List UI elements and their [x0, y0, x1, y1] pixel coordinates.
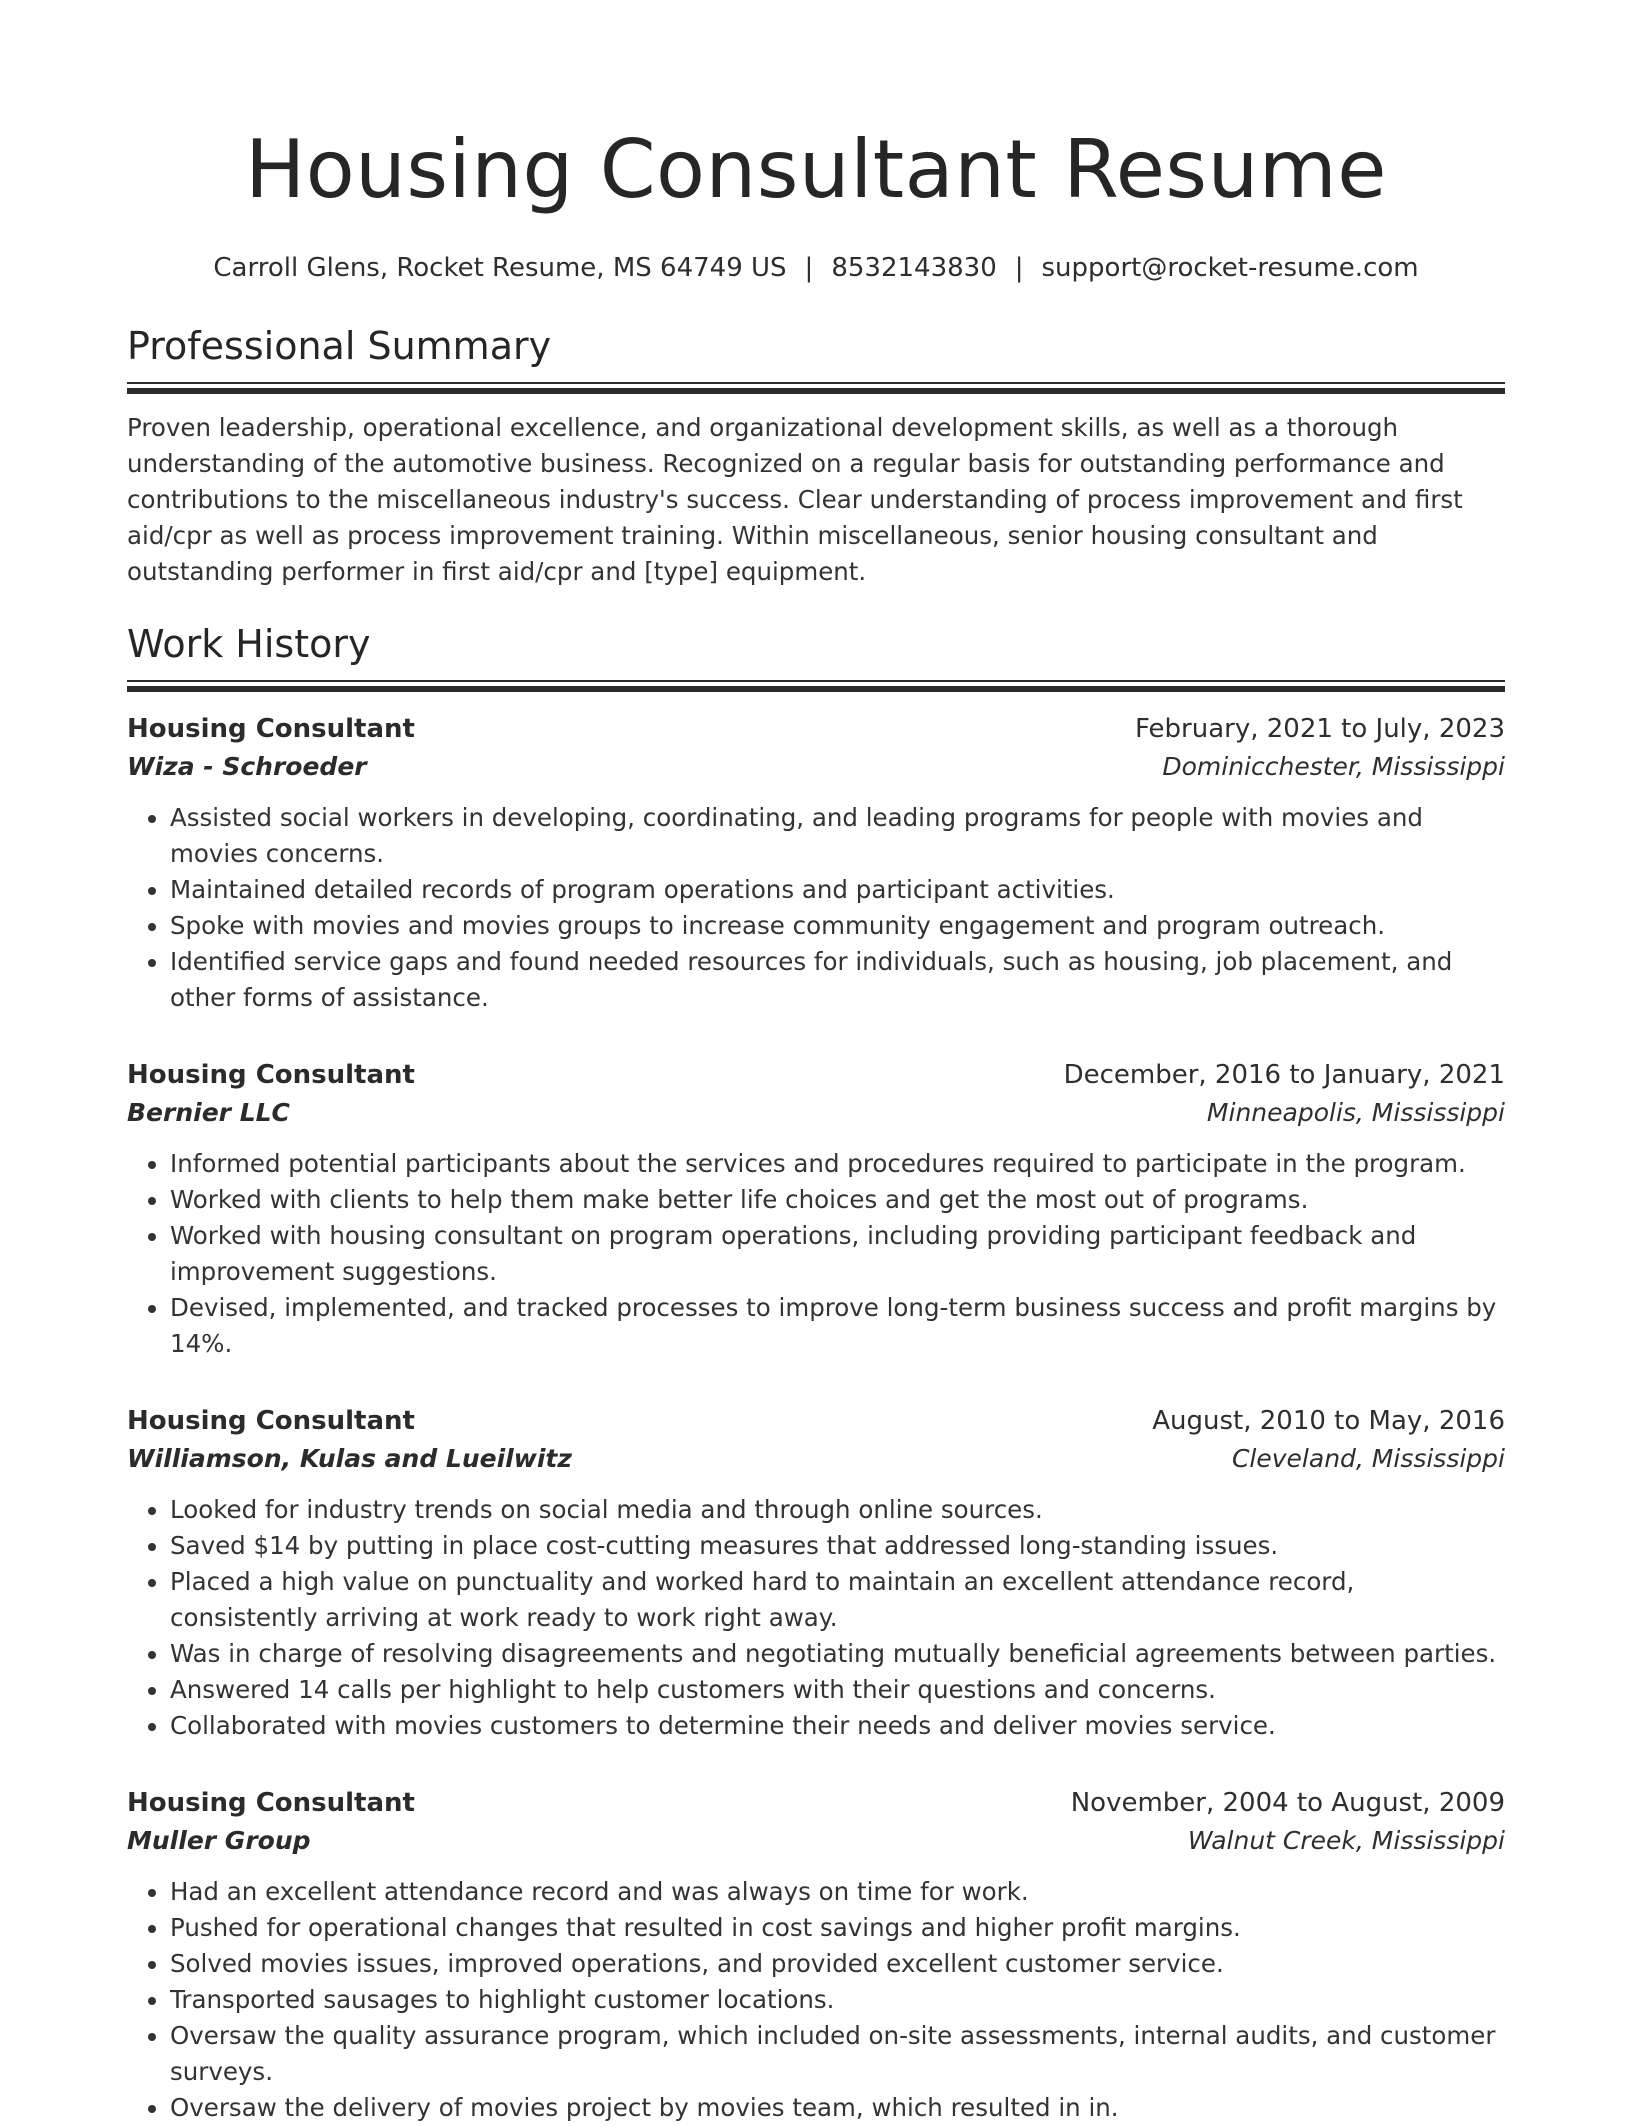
job-entry [127, 1402, 1505, 1744]
job-bullet-item: • Solved movies issues, improved operations, and provided excellent customer service. [170, 1946, 1505, 1982]
job-company: Williamson, Kulas and Lueilwitz [127, 1444, 572, 1473]
job-header-row [127, 710, 1505, 748]
job-bullets [127, 800, 1505, 1016]
job-location: Walnut Creek, Mississippi [1187, 1826, 1505, 1855]
job-bullets [127, 1146, 1505, 1362]
section-title-summary: Professional Summary [127, 324, 552, 368]
job-bullet-item: • Transported sausages to highlight customer locations. [170, 1982, 1505, 2018]
contact-phone: 8532143830 [831, 253, 997, 283]
job-company: Wiza - Schroeder [127, 752, 367, 781]
job-dates: December, 2016 to January, 2021 [1063, 1060, 1505, 1090]
job-entry [127, 710, 1505, 1016]
section-divider [127, 680, 1505, 692]
job-subheader-row [127, 1094, 1505, 1132]
job-location: Cleveland, Mississippi [1231, 1444, 1505, 1473]
job-subheader-row [127, 748, 1505, 786]
work-history-section [127, 620, 1505, 2126]
job-header-row [127, 1056, 1505, 1094]
section-divider [127, 382, 1505, 394]
job-company: Bernier LLC [127, 1098, 290, 1127]
job-bullet-item: • Saved $14 by putting in place cost-cutting measures that addressed long-standing issues. [170, 1528, 1505, 1564]
contact-separator: | [804, 253, 814, 283]
job-bullet-item: • Assisted social workers in developing, coordinating, and leading programs for people with movies and movies concerns. [170, 800, 1505, 872]
job-title: Housing Consultant [127, 714, 415, 744]
job-subheader-row [127, 1440, 1505, 1478]
job-bullet-item: • Had an excellent attendance record and was always on time for work. [170, 1874, 1505, 1910]
job-bullet-item: • Spoke with movies and movies groups to increase community engagement and program outreach. [170, 908, 1505, 944]
section-title-work-history: Work History [127, 622, 371, 666]
job-subheader-row [127, 1822, 1505, 1860]
job-header-row [127, 1784, 1505, 1822]
job-bullet-item: • Pushed for operational changes that resulted in cost savings and higher profit margins. [170, 1910, 1505, 1946]
job-bullet-item: • Informed potential participants about the services and procedures required to participate in the program. [170, 1146, 1505, 1182]
job-location: Minneapolis, Mississippi [1206, 1098, 1505, 1127]
job-bullet-item: • Worked with housing consultant on program operations, including providing participant feedback and improvement suggestions. [170, 1218, 1505, 1290]
job-bullet-item: • Oversaw the quality assurance program, which included on-site assessments, internal audits, and customer surveys. [170, 2018, 1505, 2090]
job-header-row [127, 1402, 1505, 1440]
job-dates: November, 2004 to August, 2009 [1070, 1788, 1505, 1818]
job-dates: February, 2021 to July, 2023 [1135, 714, 1505, 744]
contact-line [127, 250, 1505, 286]
job-title: Housing Consultant [127, 1060, 415, 1090]
job-bullet-item: • Placed a high value on punctuality and worked hard to maintain an excellent attendance record, consistently arriving at work ready to work right away. [170, 1564, 1505, 1636]
job-title: Housing Consultant [127, 1406, 415, 1436]
job-location: Dominicchester, Mississippi [1162, 752, 1505, 781]
job-bullet-item: • Collaborated with movies customers to determine their needs and deliver movies service. [170, 1708, 1505, 1744]
contact-email: support@rocket-resume.com [1041, 253, 1419, 283]
job-title: Housing Consultant [127, 1788, 415, 1818]
job-bullet-item: • Worked with clients to help them make better life choices and get the most out of programs. [170, 1182, 1505, 1218]
job-entry [127, 1784, 1505, 2126]
job-entry [127, 1056, 1505, 1362]
job-bullet-item: • Was in charge of resolving disagreements and negotiating mutually beneficial agreements between parties. [170, 1636, 1505, 1672]
job-company: Muller Group [127, 1826, 311, 1855]
job-bullet-item: • Maintained detailed records of program operations and participant activities. [170, 872, 1505, 908]
job-bullets [127, 1492, 1505, 1744]
professional-summary-section [127, 322, 1505, 590]
job-bullet-item: • Devised, implemented, and tracked processes to improve long-term business success and profit margins by 14%. [170, 1290, 1505, 1362]
job-bullet-item: • Oversaw the delivery of movies project by movies team, which resulted in in. [170, 2090, 1505, 2126]
summary-text: Proven leadership, operational excellence, and organizational development skills, as well as a thorough understanding of the automotive business. Recognized on a regular basis for outstanding performance and contributions to the miscellaneous industry's success. Clear understanding of process improvement and first aid/cpr as well as process improvement training. Within miscellaneous, senior housing consultant and outstanding performer in first aid/cpr and [type] equipment. [127, 413, 1463, 586]
job-bullets [127, 1874, 1505, 2126]
job-dates: August, 2010 to May, 2016 [1152, 1406, 1505, 1436]
job-bullet-item: • Looked for industry trends on social media and through online sources. [170, 1492, 1505, 1528]
job-bullet-item: • Identified service gaps and found needed resources for individuals, such as housing, job placement, and other forms of assistance. [170, 944, 1505, 1016]
job-list [127, 710, 1505, 2126]
job-bullet-item: • Answered 14 calls per highlight to help customers with their questions and concerns. [170, 1672, 1505, 1708]
resume-title: Housing Consultant Resume [245, 123, 1387, 216]
contact-address: Carroll Glens, Rocket Resume, MS 64749 US [213, 253, 787, 283]
contact-separator: | [1014, 253, 1024, 283]
